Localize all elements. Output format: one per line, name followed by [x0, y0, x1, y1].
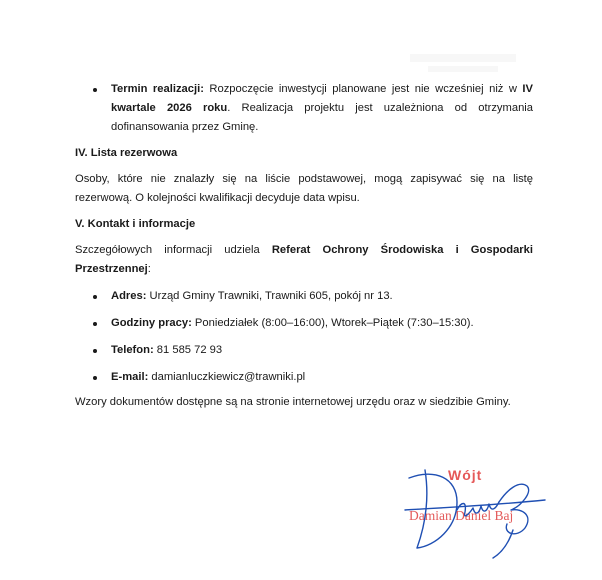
section-v-heading: V. Kontakt i informacje — [75, 218, 196, 230]
signature-printed-name: Damian Daniel Baj — [409, 508, 514, 523]
watermark-graphic — [408, 48, 518, 78]
phone-label: Telefon: — [111, 344, 154, 356]
handwritten-signature — [395, 450, 555, 565]
intro-department: Referat Ochrony Środowiska i Gospodarki Przestrzennej — [75, 244, 533, 275]
contact-item-phone — [75, 341, 533, 360]
contact-item-hours — [75, 314, 533, 333]
timeline-list — [75, 80, 533, 137]
hours-value: Poniedziałek (8:00–16:00), Wtorek–Piątek (7:30–15:30). — [191, 317, 474, 329]
section-iv-heading: IV. Lista rezerwowa — [75, 147, 178, 159]
email-value: damianluczkiewicz@trawniki.pl — [148, 371, 306, 383]
email-label: E-mail: — [111, 371, 149, 383]
timeline-item — [75, 80, 533, 137]
contact-item-address — [75, 287, 533, 306]
phone-value: 81 585 72 93 — [153, 344, 223, 356]
address-value: Urząd Gminy Trawniki, Trawniki 605, pokój nr 13. — [146, 290, 393, 302]
timeline-text-before: Rozpoczęcie inwestycji planowane jest nie wcześniej niż w — [203, 83, 523, 95]
hours-label: Godziny pracy: — [111, 317, 192, 329]
contact-list — [75, 287, 533, 387]
contact-item-email — [75, 368, 533, 387]
signature-stamp-text: Wójt — [448, 467, 483, 483]
document-page — [75, 80, 533, 412]
timeline-text-after: . Realizacja projektu jest uzależniona od otrzymania dofinansowania przez Gminę. — [111, 102, 533, 133]
timeline-label: Termin realizacji: — [111, 83, 204, 95]
section-v-intro — [75, 241, 533, 279]
intro-colon: : — [147, 263, 151, 275]
closing-paragraph: Wzory dokumentów dostępne są na stronie internetowej urzędu oraz w siedzibie Gminy. — [75, 396, 511, 408]
address-label: Adres: — [111, 290, 147, 302]
section-iv-paragraph: Osoby, które nie znalazły się na liście podstawowej, mogą zapisywać się na listę rezerwową. O kolejności kwalifikacji decyduje data wpisu. — [75, 173, 533, 204]
intro-text: Szczegółowych informacji udziela — [75, 244, 272, 256]
timeline-quarter: IV kwartale 2026 roku — [111, 83, 533, 114]
